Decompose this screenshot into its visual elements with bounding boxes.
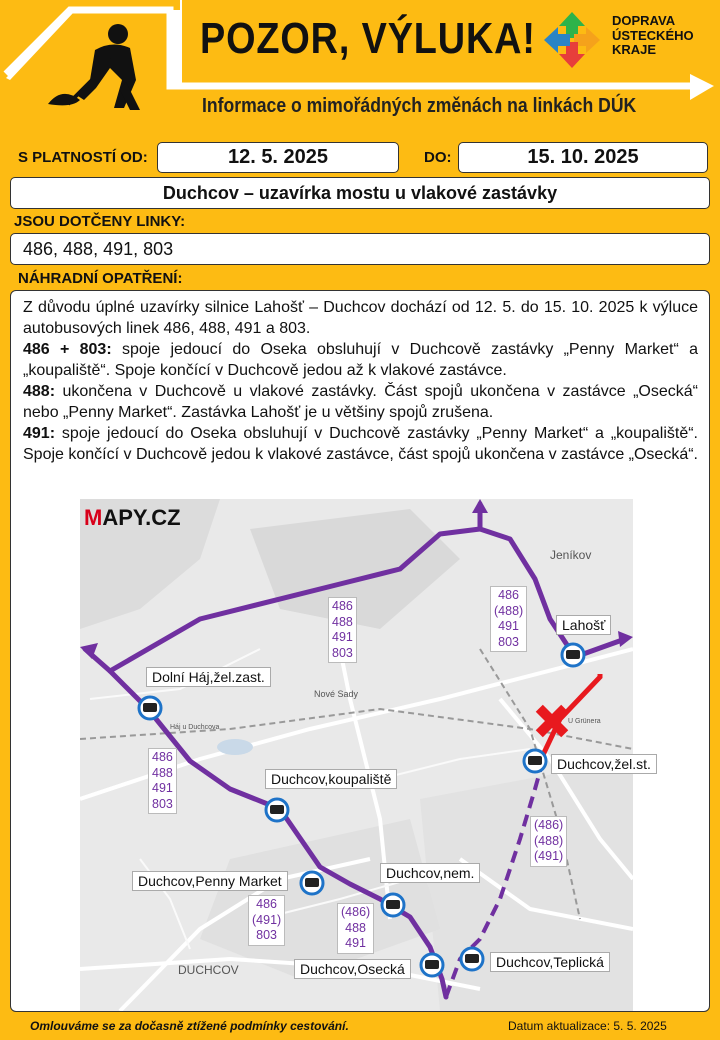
mapy-logo-prefix: M [84,505,103,530]
page-title: POZOR, VÝLUKA! [200,14,536,63]
route-line: 486 [256,897,278,911]
route-line: (486) [341,905,371,919]
bus-stop-icon [266,799,288,821]
measures-intro: Z důvodu úplné uzavírky silnice Lahošť – Duchcov dochází od 12. 5. do 15. 10. 2025 k výluce autobusových linek 486, 488, 491 a 803. [23,299,698,337]
measure-item [23,381,698,423]
measures-text [23,297,698,465]
detour-map[interactable] [80,499,651,1011]
route-line: 488 [345,920,367,935]
route-line: (488) [494,603,524,618]
route-line: 488 [152,765,173,780]
route-lines-label [148,748,177,814]
bus-stop-icon [421,954,443,976]
route-line: 488 [332,614,353,629]
measure-lines: 486 + 803: [23,341,112,358]
place-name: Jeníkov [550,548,592,562]
place-name: Nové Sady [314,689,359,699]
route-line: 803 [256,928,278,942]
bus-stop-icon [524,750,546,772]
route-line: 491 [345,936,367,950]
route-lines-label [328,597,357,663]
valid-to-label: DO: [424,149,452,166]
stop-label: Dolní Háj,žel.zast. [146,667,271,687]
route-line: 803 [152,796,173,811]
route-line: 803 [332,645,353,660]
route-line: 486 [152,750,173,764]
route-line: 486 [332,599,353,613]
route-lines-label [337,903,374,954]
stop-label: Duchcov,Osecká [294,959,411,979]
route-line: 803 [498,634,520,649]
mapy-logo [84,505,181,531]
measure-item [23,423,698,465]
measure-text: ukončena v Duchcově u vlakové zastávky. Část spojů ukončena v zastávce „Osecká“ nebo „Penny Market“. Zastávka Lahošť je u většiny spojů zrušena. [23,383,698,421]
stop-label: Duchcov,koupaliště [265,769,397,789]
route-lines-label [248,895,285,946]
valid-from-value: 12. 5. 2025 [157,142,399,173]
place-name: U Grünera [568,718,601,725]
worker-icon [48,24,140,110]
measure-text: spoje jedoucí do Oseka obsluhují v Duchcově zastávky „Penny Market“ a „koupaliště“. Spoje končící v Duchcově jedou k vlakové zastávce, část spojů ukončena v zastávce „Osecká“. [23,425,698,463]
brand-line: DOPRAVA [612,13,676,28]
route-line: (491) [252,912,282,927]
brand-line: ÚSTECKÉHO [612,27,694,43]
page-subtitle: Informace o mimořádných změnách na linkách DÚK [202,95,637,117]
bus-stop-icon [301,872,323,894]
measures-label: NÁHRADNÍ OPATŘENÍ: [18,270,183,287]
bus-stop-icon [461,948,483,970]
route-line: (491) [534,849,564,863]
measure-item [23,339,698,381]
route-line: (488) [534,833,564,848]
duk-logo-icon [544,12,600,68]
stop-label: Lahošť [556,615,611,635]
route-line: (486) [534,818,564,832]
stop-label: Duchcov,nem. [380,863,480,883]
route-lines-label [490,586,527,652]
stop-label: Duchcov,Penny Market [132,871,288,891]
mapy-logo-rest: APY.CZ [102,505,181,530]
place-name: DUCHCOV [178,963,239,977]
stop-label: Duchcov,žel.st. [551,754,657,774]
footer-apology: Omlouváme se za dočasně ztížené podmínky cestování. [30,1019,349,1033]
footer-updated: Datum aktualizace: 5. 5. 2025 [508,1019,667,1033]
brand-name [612,14,694,58]
bus-stop-icon [382,894,404,916]
route-line: 491 [332,630,353,644]
route-line: 491 [152,781,173,795]
route-line: 486 [498,588,520,602]
measure-lines: 488: [23,383,56,400]
valid-from-label: S PLATNOSTÍ OD: [18,149,148,166]
measure-text: spoje jedoucí do Oseka obsluhují v Duchcově zastávky „Penny Market“ a „koupaliště“. Spoje končící v Duchcově jedou až k vlakové zastávce. [23,341,699,379]
bus-stop-icon [562,644,584,666]
affected-lines-label: JSOU DOTČENY LINKY: [14,213,186,230]
place-name: Háj u Duchcova [170,724,220,731]
brand-line: KRAJE [612,42,657,57]
measure-lines: 491: [23,425,56,442]
stop-label: Duchcov,Teplická [490,952,610,972]
route-line: 491 [498,619,520,633]
valid-to-value: 15. 10. 2025 [458,142,708,173]
affected-lines-value: 486, 488, 491, 803 [10,233,710,265]
bus-stop-icon [139,697,161,719]
route-lines-label [530,816,567,867]
closure-title: Duchcov – uzavírka mostu u vlakové zastávky [10,177,710,209]
